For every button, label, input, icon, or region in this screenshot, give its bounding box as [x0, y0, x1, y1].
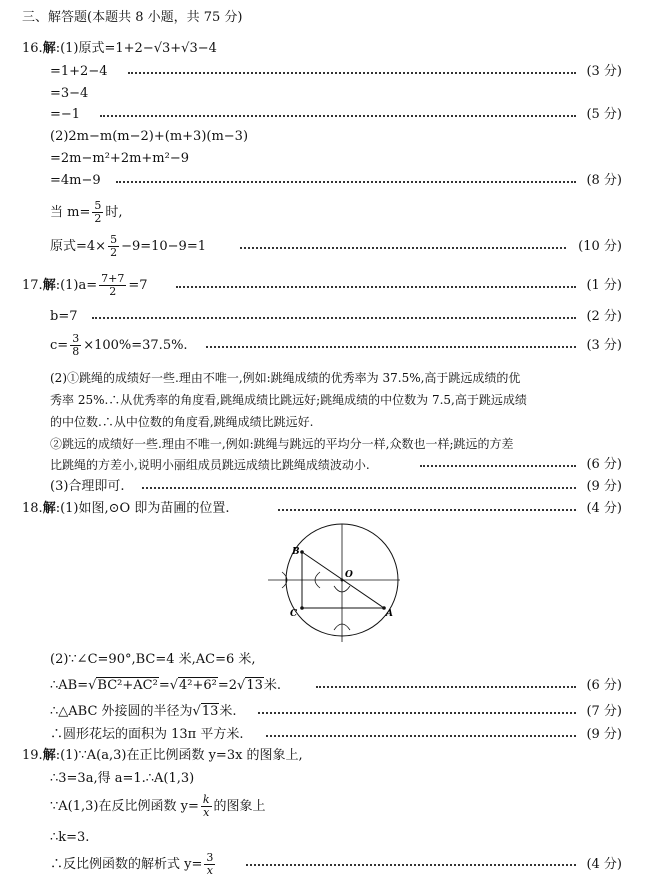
q16-line-5	[0, 127, 664, 147]
q17-number: 17.	[22, 278, 43, 293]
dot-leader	[142, 487, 576, 489]
q16-line-1	[0, 39, 664, 59]
q19-solution-label: 解	[42, 748, 56, 763]
section-title-line	[0, 8, 664, 28]
dot-leader	[316, 686, 576, 688]
q16-line-5-text: (2)2m−m(m−2)+(m+3)(m−3)	[50, 129, 249, 144]
q17-line-8	[0, 455, 664, 475]
q18-score-2: (6 分)	[586, 678, 622, 693]
q17-line-5-text: 秀率 25%.∴从优秀率的角度看,跳绳成绩比跳远好;跳绳成绩的中位数为 7.5,高于跳远成绩	[50, 393, 527, 407]
dot-leader	[100, 115, 576, 117]
q16-line-6	[0, 149, 664, 169]
q16-line-8-post: 时,	[105, 205, 123, 220]
q16-line-2-text: =1+2−4	[50, 64, 108, 79]
radicand: 4²+6²	[179, 678, 217, 693]
q16-line-4-text: =−1	[50, 107, 81, 122]
q17-line-5	[0, 390, 664, 410]
q17-line-2-text: b=7	[50, 309, 78, 324]
q17-line-7	[0, 434, 664, 454]
q18-line-1	[0, 499, 664, 519]
radicand: 13	[201, 704, 219, 719]
q17-line-3: c= $\frac{3}{8}$ ×100%=37.5%. (3 分)	[50, 332, 622, 358]
q19-line-4	[0, 828, 664, 848]
dot-leader	[206, 346, 576, 348]
dot-leader	[116, 181, 576, 183]
q17-line-6-text: 的中位数.∴从中位数的角度看,跳绳成绩比跳远好.	[50, 415, 314, 429]
q16-line-6-text: =2m−m²+2m+m²−9	[50, 151, 190, 166]
q17-line-9	[0, 477, 664, 497]
q17-line-2	[0, 307, 664, 327]
q16-number: 16.	[22, 41, 43, 56]
q16-score-2: (5 分)	[586, 107, 622, 122]
q17-solution-label: 解	[42, 278, 56, 293]
dot-leader	[92, 317, 576, 319]
q16-line-7	[0, 171, 664, 191]
q16-score-4: (10 分)	[578, 239, 622, 254]
q16-solution-label: 解	[42, 41, 56, 56]
q18-line-1-text: :(1)如图,⊙O 即为苗圃的位置.	[55, 501, 230, 516]
q17-line-6	[0, 412, 664, 432]
q18-score-1: (4 分)	[586, 501, 622, 516]
q16-line-9	[0, 234, 664, 260]
dot-leader	[278, 509, 576, 511]
q16-line-8-pre: 当 m=	[50, 205, 91, 220]
q18-score-4: (9 分)	[586, 727, 622, 742]
label-A: A	[386, 609, 393, 619]
label-C: C	[290, 609, 298, 619]
q16-score-3: (8 分)	[586, 173, 622, 188]
fraction: $\frac{5}{2}$	[110, 233, 118, 259]
label-O: O	[345, 570, 353, 580]
q18-score-3: (7 分)	[586, 704, 622, 719]
q16-line-3-text: =3−4	[50, 86, 89, 101]
point-C	[300, 606, 304, 610]
q19-line-2	[0, 769, 664, 789]
q16-line-2	[0, 62, 664, 82]
section-title: 三、解答题(本题共 8 小题，共 75 分)	[22, 10, 243, 25]
q19-line-2-text: ∴3=3a,得 a=1.∴A(1,3)	[50, 771, 195, 786]
label-B: B	[292, 547, 300, 557]
dot-leader	[258, 712, 576, 714]
q19-line-1-text: :(1)∵A(a,3)在正比例函数 y=3x 的图象上,	[55, 748, 303, 763]
q19-line-1	[0, 746, 664, 766]
q19-score-1: (4 分)	[586, 857, 622, 872]
fraction: $\frac{k}{x}$	[202, 793, 210, 819]
q18-line-4: ∴△ABC 外接圆的半径为√13米. (7 分)	[0, 702, 664, 722]
q17-line-4	[0, 368, 664, 388]
radicand: 13	[246, 678, 263, 693]
q16-line-1-text: :(1)原式=1+2−√3+√3−4	[55, 41, 217, 56]
q16-line-3	[0, 84, 664, 104]
q17-score-2: (2 分)	[586, 309, 622, 324]
q17-score-1: (1 分)	[586, 278, 622, 293]
point-B	[300, 550, 304, 554]
q17-line-1: 17.解:(1)a= $\frac{7+7}{2}$ =7 (1 分)	[22, 272, 622, 298]
q16-line-9-pre: 原式=4×	[50, 239, 107, 254]
q19-line-5: ∴反比例函数的解析式 y= $\frac{3}{x}$ (4 分)	[50, 851, 622, 877]
q17-line-9-text: (3)合理即可.	[50, 479, 125, 494]
dot-leader	[420, 465, 576, 467]
dot-leader	[240, 247, 566, 249]
fraction: $\frac{3}{8}$	[72, 332, 80, 358]
q17-score-3: (3 分)	[586, 338, 622, 353]
q17-line-7-text: ②跳远的成绩好一些.理由不唯一,例如:跳绳与跳远的平均分一样,众数也一样;跳远的方差	[50, 437, 514, 451]
radicand: BC²+AC²	[97, 678, 158, 693]
q17-line-8-text: 比跳绳的方差小,说明小丽组成员跳远成绩比跳绳成绩波动小.	[50, 458, 370, 472]
q19-line-3: ∵A(1,3)在反比例函数 y= $\frac{k}{x}$ 的图象上	[50, 793, 266, 819]
dot-leader	[176, 286, 576, 288]
q18-number: 18.	[22, 501, 43, 516]
q19-line-4-text: ∴k=3.	[50, 830, 90, 845]
q18-line-2	[0, 650, 664, 670]
q16-line-8	[0, 200, 664, 226]
fraction: $\frac{7+7}{2}$	[101, 272, 125, 298]
q16-score-1: (3 分)	[586, 64, 622, 79]
dot-leader	[266, 735, 576, 737]
q16-line-9-post: −9=10−9=1	[121, 239, 206, 254]
q17-score-4: (6 分)	[586, 457, 622, 472]
point-O	[341, 579, 344, 582]
q18-solution-label: 解	[42, 501, 56, 516]
q18-line-3: ∴AB=√BC²+AC²=√4²+6²=2√13米. (6 分)	[0, 676, 664, 696]
q18-line-5-text: ∴圆形花坛的面积为 13π 平方米.	[50, 727, 244, 742]
fraction: $\frac{5}{2}$	[94, 199, 102, 225]
dot-leader	[128, 72, 576, 74]
q19-number: 19.	[22, 748, 43, 763]
q18-line-5	[0, 725, 664, 745]
q17-line-4-text: (2)①跳绳的成绩好一些.理由不唯一,例如:跳绳成绩的优秀率为 37.5%,高于跳远成绩的优	[50, 371, 521, 385]
q16-line-4	[0, 105, 664, 125]
q16-line-7-text: =4m−9	[50, 173, 101, 188]
dot-leader	[246, 864, 576, 866]
q17-score-5: (9 分)	[586, 479, 622, 494]
fraction: $\frac{3}{x}$	[206, 851, 214, 877]
q18-line-2-text: (2)∵∠C=90°,BC=4 米,AC=6 米,	[50, 652, 256, 667]
circle-construction-figure	[262, 522, 406, 644]
